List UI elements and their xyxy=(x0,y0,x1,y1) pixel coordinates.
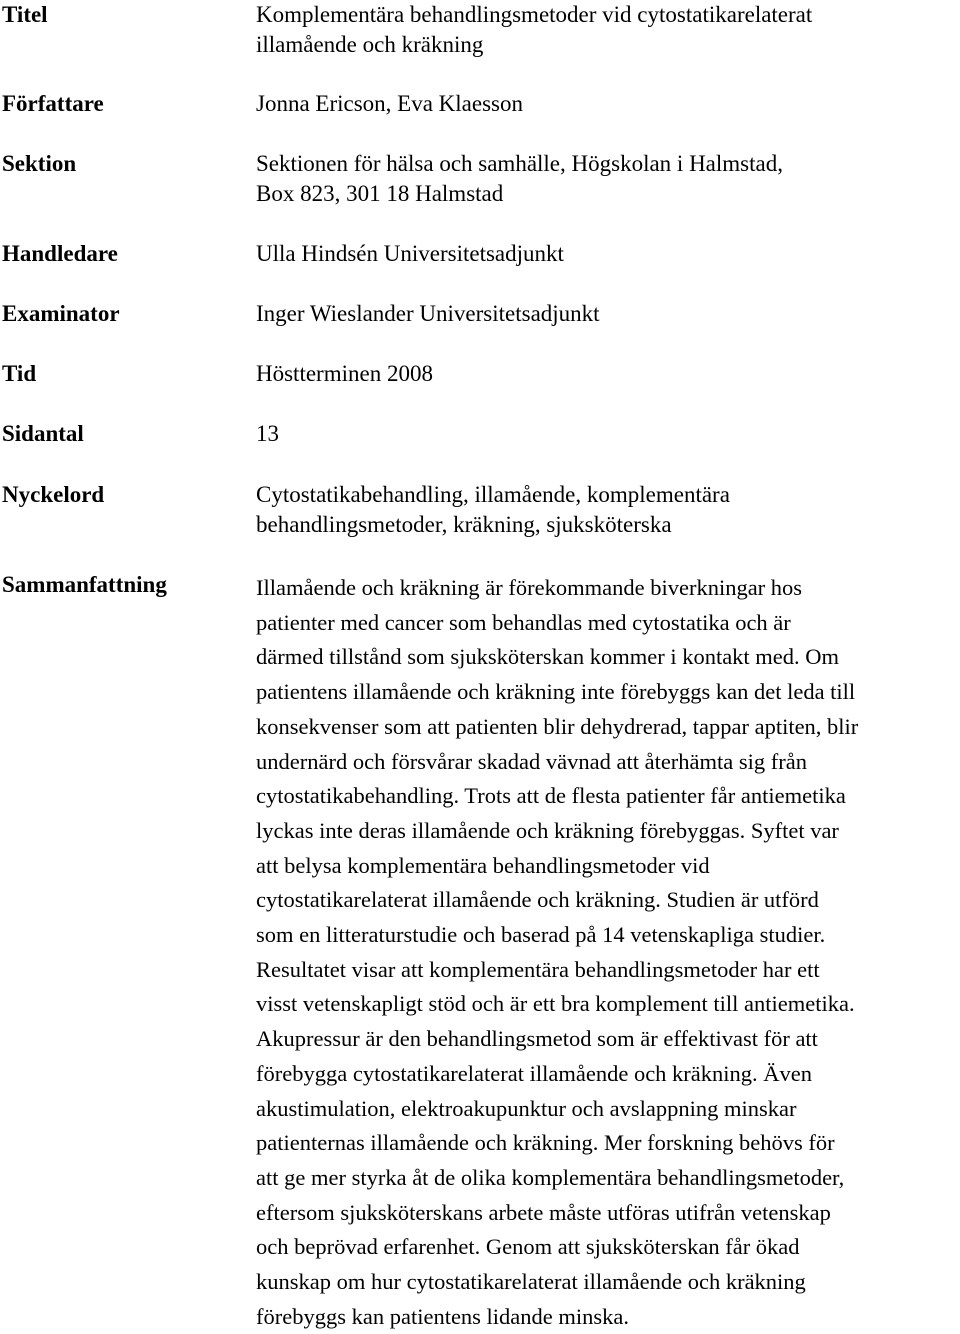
nyckelord-value xyxy=(256,480,956,540)
examinator-value: Inger Wieslander Universitetsadjunkt xyxy=(256,301,600,326)
titel-label: Titel xyxy=(2,2,48,27)
abstract-line: som en litteraturstudie och baserad på 14 vetenskapliga studier. xyxy=(256,922,826,948)
nyckelord-label: Nyckelord xyxy=(2,482,105,507)
titel-line: Komplementära behandlingsmetoder vid cytostatikarelaterat xyxy=(256,2,813,27)
abstract-line: att ge mer styrka åt de olika komplementära behandlingsmetoder, xyxy=(256,1164,845,1190)
sektion-label: Sektion xyxy=(2,151,77,176)
forfattare-label: Författare xyxy=(2,91,104,116)
sektion-value xyxy=(256,149,956,209)
sidantal-value: 13 xyxy=(256,421,279,446)
abstract-line: Resultatet visar att komplementära behandlingsmetoder har ett xyxy=(256,956,820,982)
abstract-line: konsekvenser som att patienten blir dehydrerad, tappar aptiten, blir xyxy=(256,713,859,739)
titel-value xyxy=(256,0,956,60)
handledare-value: Ulla Hindsén Universitetsadjunkt xyxy=(256,241,564,266)
abstract-line: cytostatikabehandling. Trots att de flesta patienter får antiemetika xyxy=(256,783,846,809)
handledare-label: Handledare xyxy=(2,241,118,266)
sektion-line: Sektionen för hälsa och samhälle, Högskolan i Halmstad, xyxy=(256,151,783,176)
abstract-line: visst vetenskapligt stöd och är ett bra komplement till antiemetika. xyxy=(256,991,855,1017)
abstract-line: kunskap om hur cytostatikarelaterat illamående och kräkning xyxy=(256,1269,806,1295)
abstract-line: patientens illamående och kräkning inte förebyggs kan det leda till xyxy=(256,679,856,705)
titel-line: illamående och kräkning xyxy=(256,32,484,57)
abstract-line: patienternas illamående och kräkning. Mer forskning behövs för xyxy=(256,1130,835,1156)
abstract-line: och beprövad erfarenhet. Genom att sjuksköterskan får ökad xyxy=(256,1234,800,1260)
nyckelord-line: behandlingsmetoder, kräkning, sjuksköterska xyxy=(256,512,672,537)
sektion-line: Box 823, 301 18 Halmstad xyxy=(256,181,504,206)
sammanfattning-text xyxy=(256,571,956,1334)
abstract-line: cytostatikarelaterat illamående och kräkning. Studien är utförd xyxy=(256,887,819,913)
tid-value: Höstterminen 2008 xyxy=(256,361,433,386)
abstract-line: Illamående och kräkning är förekommande biverkningar hos xyxy=(256,575,803,600)
abstract-line: att belysa komplementära behandlingsmetoder vid xyxy=(256,852,710,878)
forfattare-value: Jonna Ericson, Eva Klaesson xyxy=(256,91,523,116)
abstract-line: akustimulation, elektroakupunktur och avslappning minskar xyxy=(256,1095,797,1121)
abstract-line: förebygga cytostatikarelaterat illamående och kräkning. Även xyxy=(256,1060,813,1086)
sammanfattning-label: Sammanfattning xyxy=(2,572,167,597)
sidantal-label: Sidantal xyxy=(2,421,84,446)
abstract-line: därmed tillstånd som sjuksköterskan kommer i kontakt med. Om xyxy=(256,644,840,670)
abstract-line: undernärd och försvårar skadad vävnad att återhämta sig från xyxy=(256,748,808,774)
examinator-label: Examinator xyxy=(2,301,120,326)
nyckelord-line: Cytostatikabehandling, illamående, komplementära xyxy=(256,482,730,507)
abstract-line: patienter med cancer som behandlas med cytostatika och är xyxy=(256,609,791,635)
abstract-line: förebyggs kan patientens lidande minska. xyxy=(256,1303,630,1329)
abstract-line: eftersom sjuksköterskans arbete måste utföras utifrån vetenskap xyxy=(256,1199,831,1225)
abstract-line: Akupressur är den behandlingsmetod som är effektivast för att xyxy=(256,1026,818,1052)
tid-label: Tid xyxy=(2,361,37,386)
abstract-line: lyckas inte deras illamående och kräkning förebyggas. Syftet var xyxy=(256,817,839,843)
